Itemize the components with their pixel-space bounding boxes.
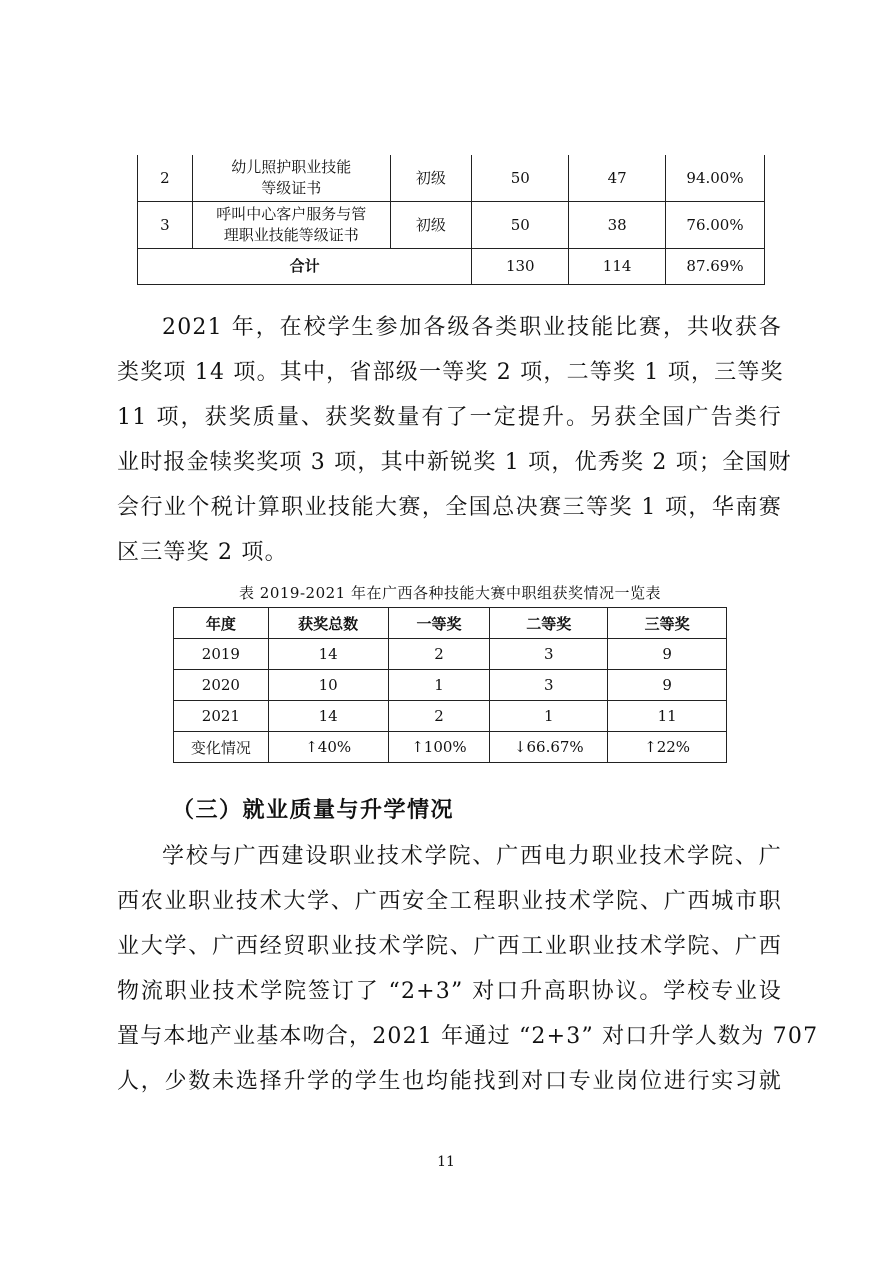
certificate-level: 初级 — [390, 202, 472, 249]
table-cell: 2021 — [174, 701, 269, 732]
table-cell: ↑100% — [388, 732, 490, 763]
paragraph-line: 物流职业技术学院签订了 “2+3” 对口升高职协议。学校专业设 — [117, 979, 782, 1004]
paragraph-line: 类奖项 14 项。其中，省部级一等奖 2 项，二等奖 1 项，三等奖 — [117, 360, 784, 385]
table-cell: ↑40% — [268, 732, 388, 763]
column-header: 获奖总数 — [268, 608, 388, 639]
table-caption: 表 2019-2021 年在广西各种技能大赛中职组获奖情况一览表 — [239, 584, 661, 602]
paragraph-line: 学校与广西建设职业技术学院、广西电力职业技术学院、广 — [162, 844, 782, 869]
paragraph-line: 区三等奖 2 项。 — [117, 540, 288, 565]
table-row — [174, 701, 727, 732]
total-row — [138, 249, 765, 285]
certificate-name-line: 幼儿照护职业技能 — [231, 158, 352, 176]
paragraph-line: 西农业职业技术大学、广西安全工程职业技术学院、广西城市职 — [117, 889, 782, 914]
certificate-name-line: 呼叫中心客户服务与管 — [216, 205, 367, 223]
column-header: 二等奖 — [490, 608, 608, 639]
table-cell: 3 — [490, 639, 608, 670]
table-cell: 14 — [268, 639, 388, 670]
table-cell: 10 — [268, 670, 388, 701]
competition-paragraph — [117, 305, 792, 575]
certificate-level: 初级 — [390, 155, 472, 202]
total-passed: 114 — [569, 249, 666, 285]
participant-count: 50 — [472, 155, 569, 202]
table-cell: 1 — [388, 670, 490, 701]
column-header: 一等奖 — [388, 608, 490, 639]
paragraph-line: 11 项，获奖质量、获奖数量有了一定提升。另获全国广告类行 — [117, 405, 782, 430]
paragraph-line: 业时报金犊奖奖项 3 项，其中新锐奖 1 项，优秀奖 2 项；全国财 — [117, 450, 792, 475]
participant-count: 50 — [472, 202, 569, 249]
section-heading: （三）就业质量与升学情况 — [172, 797, 455, 823]
page-number: 11 — [437, 1154, 455, 1170]
table-cell: 2020 — [174, 670, 269, 701]
certificate-name — [192, 202, 390, 249]
paragraph-line: 人，少数未选择升学的学生也均能找到对口专业岗位进行实习就 — [117, 1069, 782, 1094]
paragraph-line: 置与本地产业基本吻合，2021 年通过 “2+3” 对口升学人数为 707 — [117, 1024, 819, 1049]
table-cell: ↑22% — [608, 732, 727, 763]
paragraph-line: 业大学、广西经贸职业技术学院、广西工业职业技术学院、广西 — [117, 934, 782, 959]
table-cell: 变化情况 — [174, 732, 269, 763]
employment-paragraph — [117, 834, 819, 1104]
certificate-name — [192, 155, 390, 202]
column-header: 年度 — [174, 608, 269, 639]
total-pass-rate: 87.69% — [666, 249, 765, 285]
table-cell: 3 — [490, 670, 608, 701]
table-header-row — [174, 608, 727, 639]
table-cell: 2019 — [174, 639, 269, 670]
table-cell: 11 — [608, 701, 727, 732]
table-cell: 14 — [268, 701, 388, 732]
row-number: 2 — [138, 155, 193, 202]
table-cell: 9 — [608, 670, 727, 701]
table-row — [174, 670, 727, 701]
total-participants: 130 — [472, 249, 569, 285]
row-number: 3 — [138, 202, 193, 249]
table-cell: 2 — [388, 639, 490, 670]
passed-count: 38 — [569, 202, 666, 249]
certificate-table — [137, 155, 765, 285]
table-cell: 1 — [490, 701, 608, 732]
certificate-name-line: 等级证书 — [261, 179, 322, 197]
table-cell: 2 — [388, 701, 490, 732]
table-row — [174, 639, 727, 670]
table-row — [138, 155, 765, 202]
table-row — [174, 732, 727, 763]
table-row — [138, 202, 765, 249]
passed-count: 47 — [569, 155, 666, 202]
total-label: 合计 — [138, 249, 472, 285]
column-header: 三等奖 — [608, 608, 727, 639]
certificate-name-line: 理职业技能等级证书 — [223, 226, 359, 244]
table-cell: 9 — [608, 639, 727, 670]
pass-rate: 94.00% — [666, 155, 765, 202]
awards-table — [173, 607, 727, 763]
pass-rate: 76.00% — [666, 202, 765, 249]
table-cell: ↓66.67% — [490, 732, 608, 763]
paragraph-line: 会行业个税计算职业技能大赛，全国总决赛三等奖 1 项，华南赛 — [117, 495, 782, 520]
paragraph-line: 2021 年，在校学生参加各级各类职业技能比赛，共收获各 — [162, 315, 782, 340]
